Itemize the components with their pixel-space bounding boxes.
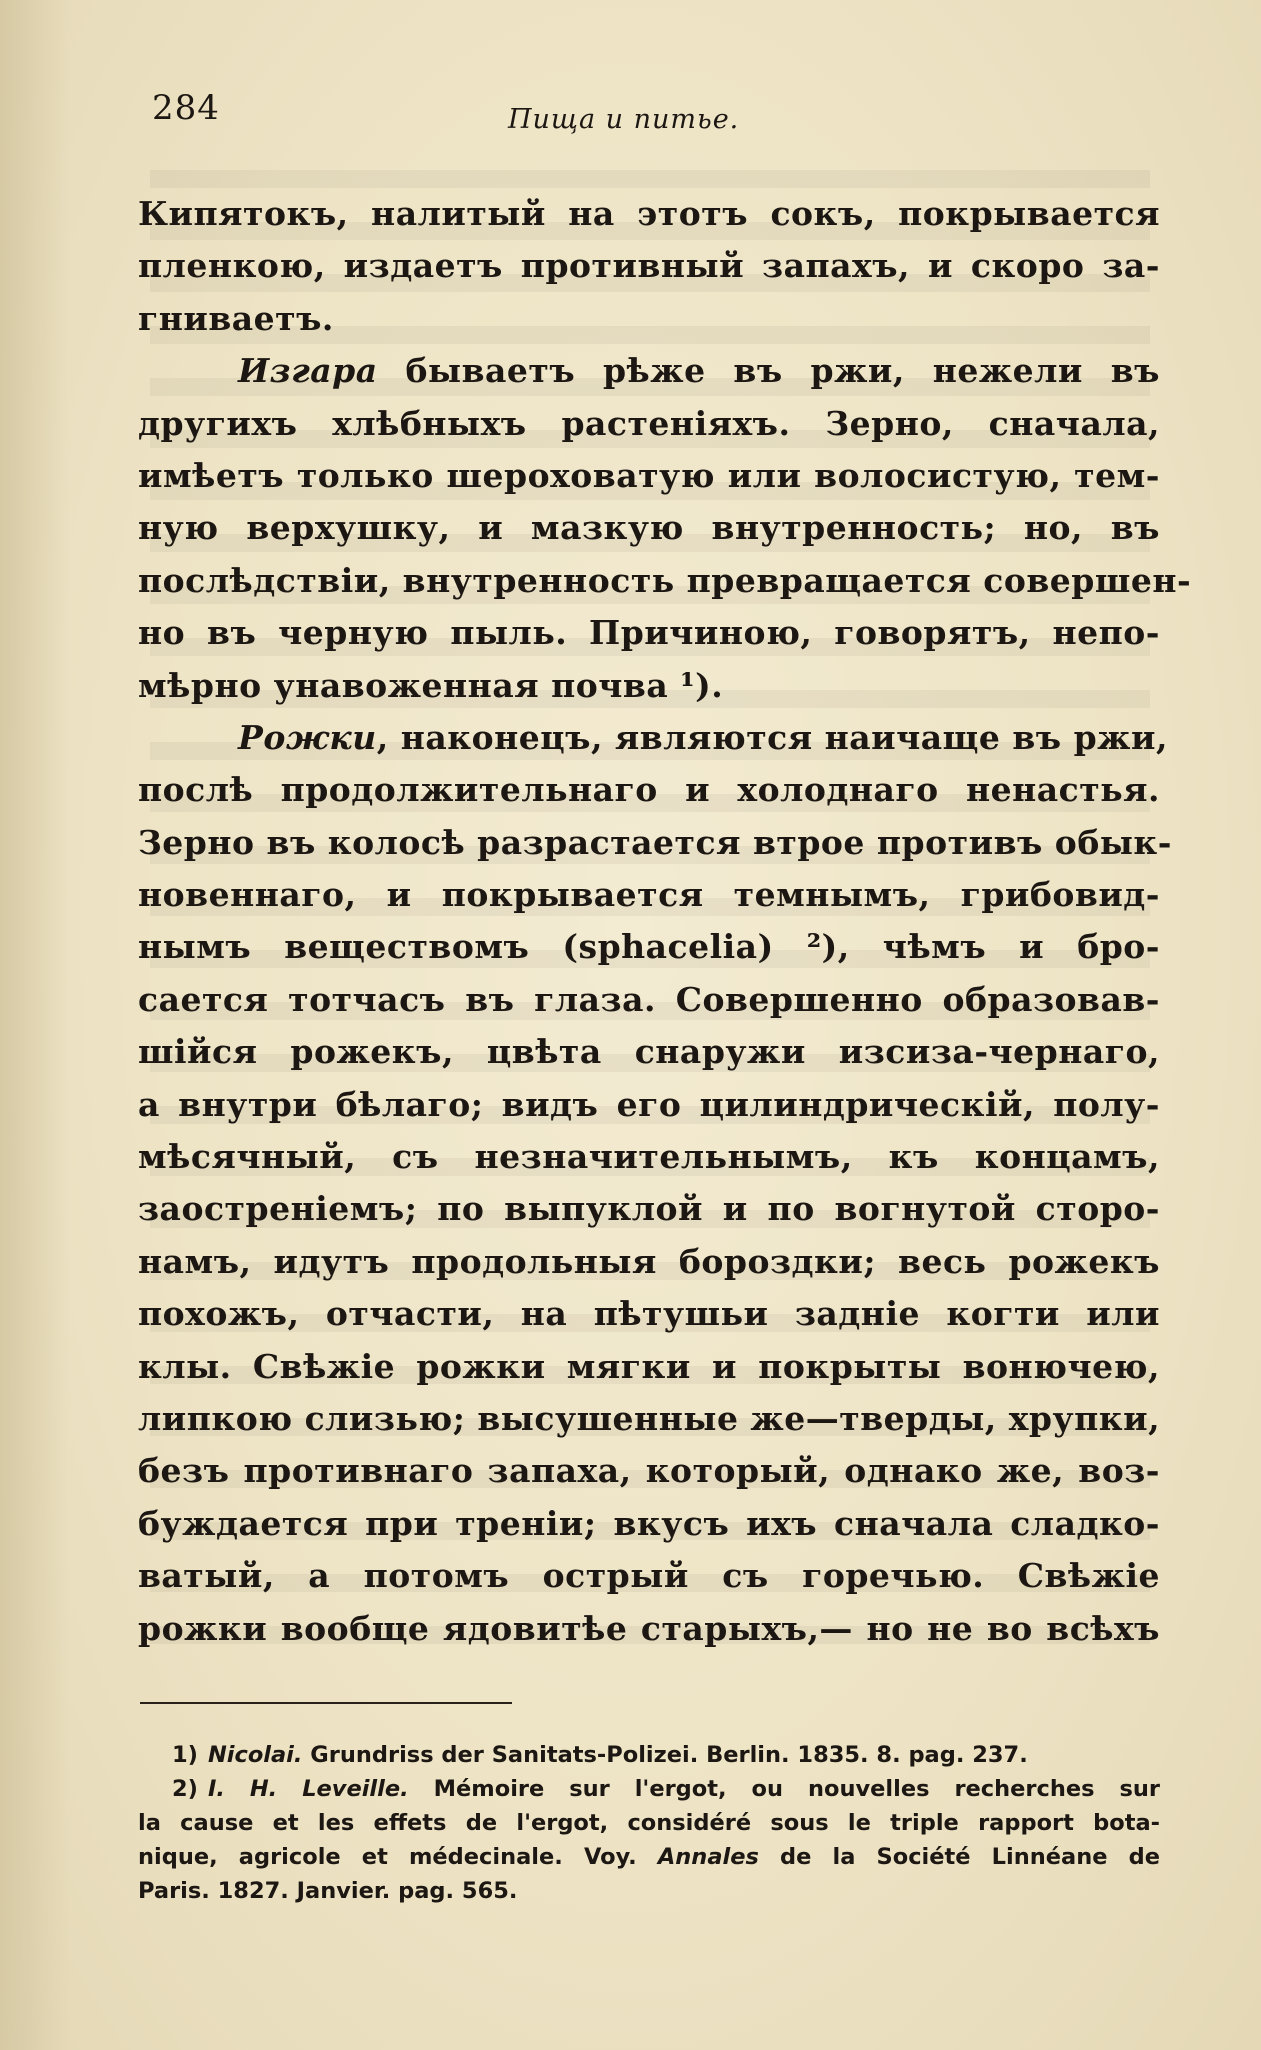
term-izgara: Изгара [238,351,378,391]
text-line: а внутри бѣлаго; видъ его цилиндрическій, полу- [138,1084,1160,1124]
text-line: нымъ веществомъ (sphacelia) ²), чѣмъ и бро- [138,927,1160,967]
footnote-author: Nicolai. [207,1742,303,1768]
footnote-divider [140,1702,512,1704]
footnote-line: Paris. 1827. Janvier. pag. 565. [138,1878,518,1904]
text-line: Зерно въ колосѣ разрастается втрое противъ обык- [138,822,1172,862]
footnote-text: Mémoire sur l'ergot, ou nouvelles recherches sur [408,1776,1160,1802]
text-line: липкою слизью; высушенные же—тверды, хрупки, [138,1398,1161,1438]
footnote-1 [138,1738,1160,1772]
text-line: но въ черную пыль. Причиною, говорятъ, непо- [138,613,1160,653]
footnote-2 [138,1772,1160,1806]
text-line: пленкою, издаетъ противный запахъ, и скоро за- [138,246,1160,286]
paragraph-izgara [138,345,1160,397]
text-line: ватый, а потомъ острый съ горечью. Свѣжіе [138,1556,1160,1596]
text-line: буждается при треніи; вкусъ ихъ сначала сладко- [138,1503,1160,1543]
footnote-line: la cause et les effets de l'ergot, considéré sous le triple rapport bota- [138,1810,1160,1836]
footnote-text: nique, agricole et médecinale. Voy. [138,1844,658,1870]
text-line: гниваетъ. [138,298,334,338]
text-line: похожъ, отчасти, на пѣтушьи задніе когти или [138,1294,1160,1334]
text-line: клы. Свѣжіе рожки мягки и покрыты вонючею, [138,1346,1160,1386]
paragraph-rozhki [138,712,1168,764]
footnotes [138,1738,1160,1908]
text-line: другихъ хлѣбныхъ растеніяхъ. Зерно, сначала, [138,403,1160,443]
text-line: намъ, идутъ продольныя бороздки; весь рожекъ [138,1241,1160,1281]
main-text [138,188,1192,1655]
text-run: , наконецъ, являются наичаще въ ржи, [376,717,1168,757]
text-line: послѣ продолжительнаго и холоднаго ненастья. [138,770,1160,810]
footnote-line [138,1840,1160,1874]
text-line: безъ противнаго запаха, который, однако же, воз- [138,1451,1160,1491]
running-title: Пища и питье. [508,104,740,135]
term-rozhki: Рожки [238,717,377,757]
text-line: имѣетъ только шероховатую или волосистую, тем- [138,455,1160,495]
text-line: рожки вообще ядовитѣе старыхъ,— но не во всѣхъ [138,1608,1160,1648]
page-number: 284 [152,88,220,128]
text-line: мѣсячный, съ незначительнымъ, къ концамъ, [138,1137,1160,1177]
text-line: новеннаго, и покрывается темнымъ, грибовид- [138,875,1160,915]
footnote-number: 2) [172,1776,198,1802]
footnote-journal: Annales [657,1844,759,1870]
text-run: бываетъ рѣже въ ржи, нежели въ [377,351,1160,391]
footnote-number: 1) [172,1742,198,1768]
text-line: ную верхушку, и мазкую внутренность; но, въ [138,508,1160,548]
page-gutter-shadow [0,0,70,2050]
text-line: шійся рожекъ, цвѣта снаружи изсиза-чернаго, [138,1032,1160,1072]
footnote-author: I. H. Leveille. [207,1776,409,1802]
text-line: сается тотчасъ въ глаза. Совершенно образовав- [138,979,1160,1019]
text-line: Кипятокъ, налитый на этотъ сокъ, покрывается [138,194,1160,233]
text-line: мѣрно унавоженная почва ¹). [138,665,724,705]
text-line: послѣдствіи, внутренность превращается совершен- [138,560,1192,600]
footnote-text: Grundriss der Sanitats-Polizei. Berlin. 1835. 8. pag. 237. [302,1742,1028,1768]
footnote-text: de la Société Linnéane de [758,1844,1160,1870]
text-line: заостреніемъ; по выпуклой и по вогнутой сторо- [138,1189,1160,1229]
